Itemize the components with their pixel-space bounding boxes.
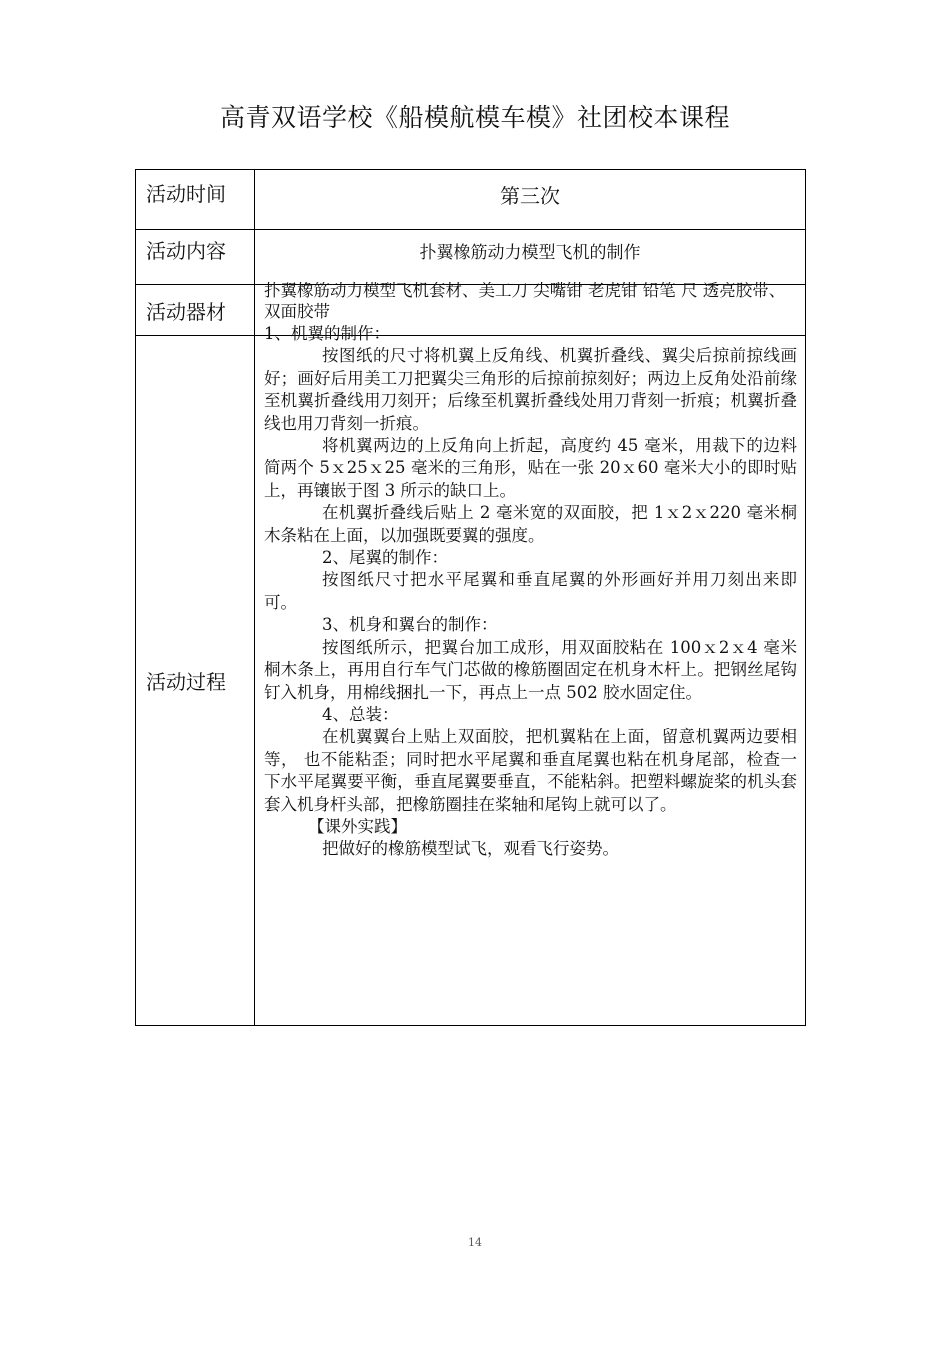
value-activity-equipment: 扑翼橡筋动力模型飞机套材、美工刀 尖嘴钳 老虎钳 铅笔 尺 透亮胶带、双面胶带 — [264, 281, 786, 321]
process-paragraph: 按图纸所示，把翼台加工成形，用双面胶粘在 100ｘ2ｘ4 毫米桐木条上，再用自行车气门芯做的橡筋圈固定在机身木杆上。把钢丝尾钩钉入机身，用棉线捆扎一下，再点上一点 502 胶水固定住。 — [264, 637, 797, 702]
process-heading-fuselage: 3、机身和翼台的制作： — [322, 615, 498, 635]
row-activity-content — [136, 230, 806, 285]
process-heading-tail: 2、尾翼的制作： — [322, 548, 448, 568]
value-activity-time: 第三次 — [255, 170, 806, 230]
row-activity-time — [136, 170, 806, 230]
process-paragraph: 按图纸尺寸把水平尾翼和垂直尾翼的外形画好并用刀刻出来即可。 — [264, 570, 797, 612]
process-paragraph: 把做好的橡筋模型试飞，观看飞行姿势。 — [322, 839, 619, 859]
process-paragraph: 在机翼折叠线后贴上 2 毫米宽的双面胶，把 1ｘ2ｘ220 毫米桐木条粘在上面，以加强既要翼的强度。 — [264, 503, 797, 545]
page-number: 14 — [468, 1236, 482, 1249]
process-paragraph: 在机翼翼台上贴上双面胶，把机翼粘在上面，留意机翼两边要相等， 也不能粘歪；同时把水平尾翼和垂直尾翼也粘在机身尾部，检查一下水平尾翼要平衡，垂直尾翼要垂直，不能粘斜。把塑料螺旋桨的机头套套入机身杆头部，把橡筋圈挂在桨轴和尾钩上就可以了。 — [264, 727, 797, 814]
activity-table — [135, 169, 806, 1026]
process-heading-assembly: 4、总装： — [322, 704, 399, 724]
value-activity-content: 扑翼橡筋动力模型飞机的制作 — [255, 230, 806, 285]
document-title: 高青双语学校《船模航模车模》社团校本课程 — [219, 103, 730, 132]
process-heading-practice: 【课外实践】 — [308, 816, 407, 836]
value-activity-process — [255, 324, 806, 1026]
label-activity-process: 活动过程 — [136, 336, 255, 1026]
process-paragraph: 将机翼两边的上反角向上折起，高度约 45 毫米，用裁下的边料简两个 5ｘ25ｘ25 毫米的三角形，贴在一张 20ｘ60 毫米大小的即时贴上，再镶嵌于图 3 所示的缺口上。 — [264, 436, 797, 500]
label-activity-time: 活动时间 — [136, 170, 255, 230]
label-activity-equipment: 活动器材 — [136, 285, 255, 336]
process-paragraph: 按图纸的尺寸将机翼上反角线、机翼折叠线、翼尖后掠前掠线画好；画好后用美工刀把翼尖三角形的后掠前掠刻好；两边上反角处沿前缘至机翼折叠线用刀刻开；后缘至机翼折叠线处用刀背刻一折痕；机翼折叠线也用刀背刻一折痕。 — [264, 346, 797, 433]
process-heading-wing: 1、机翼的制作： — [264, 324, 390, 343]
label-activity-content: 活动内容 — [136, 230, 255, 285]
row-activity-process — [136, 336, 806, 1026]
